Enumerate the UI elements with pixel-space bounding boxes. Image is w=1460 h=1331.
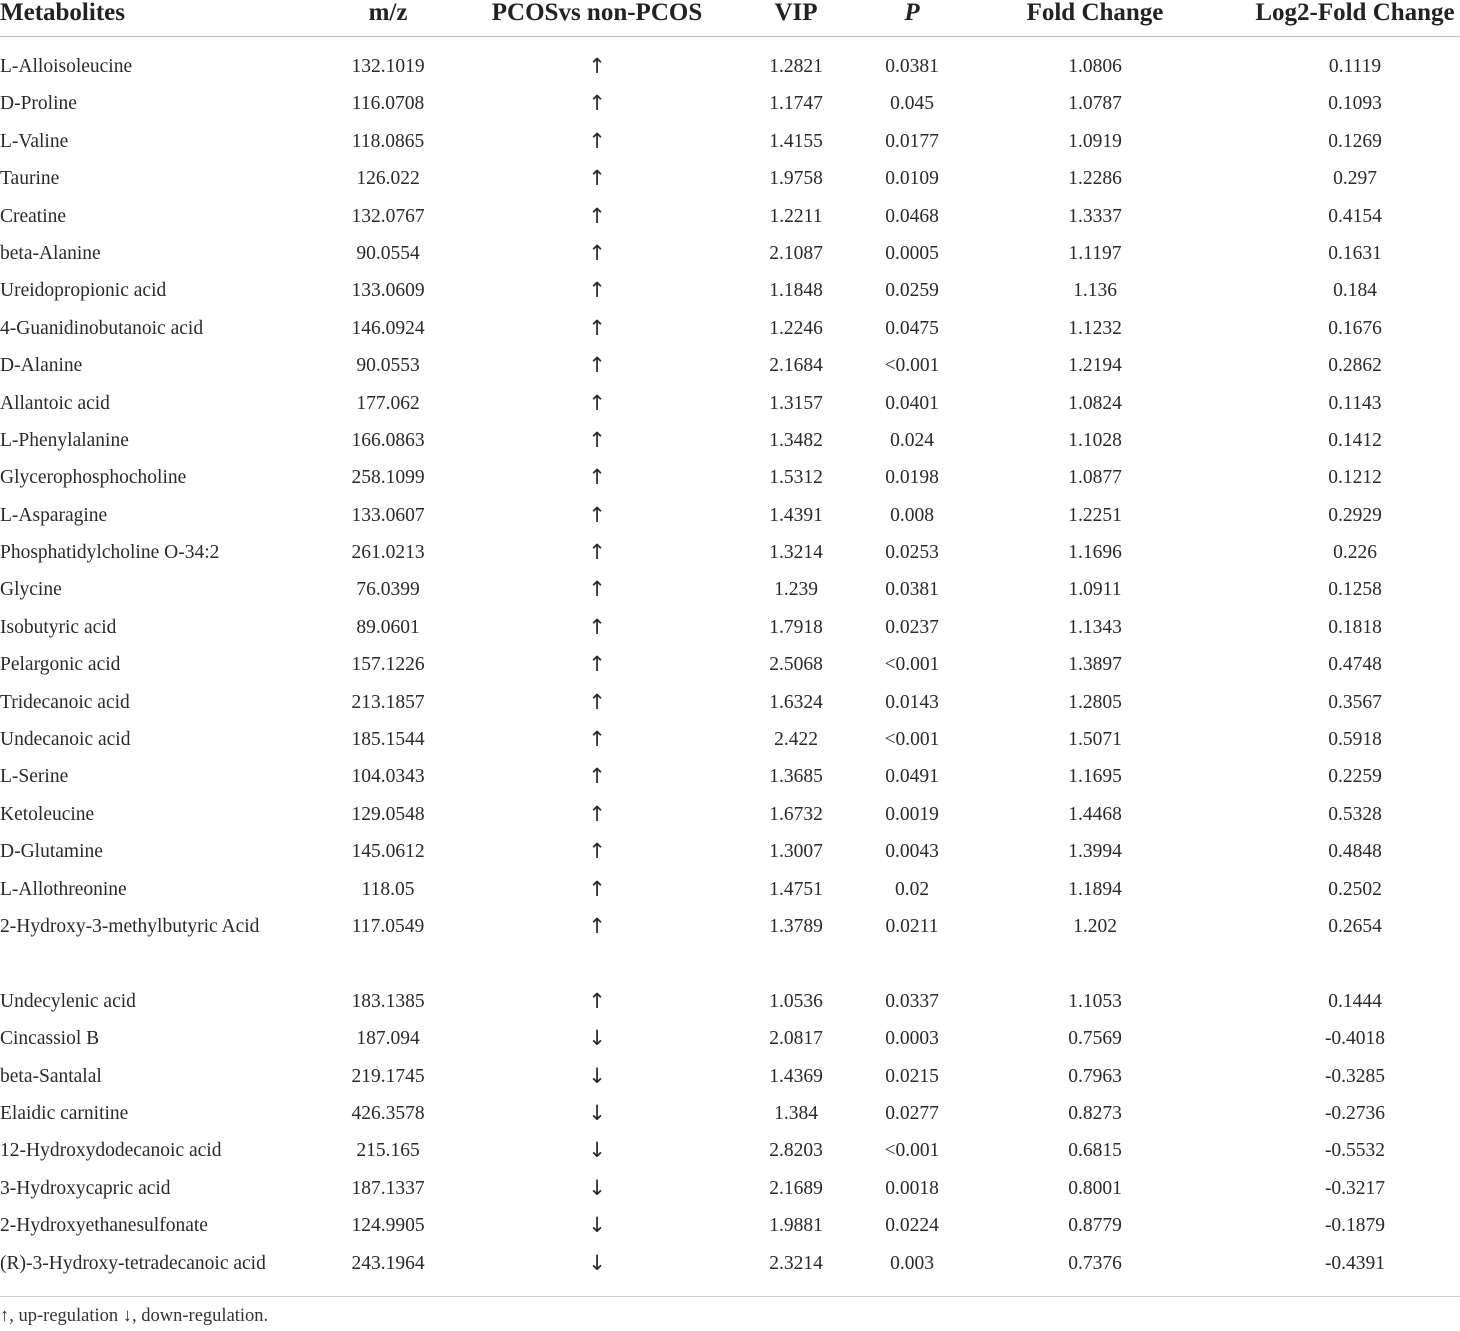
p-value: <0.001 [884,729,940,751]
table-row [0,310,1460,347]
table-row [0,758,1460,795]
table-row [0,871,1460,908]
regulation-arrow: ↑ [588,689,606,714]
p-value: 0.003 [890,1252,934,1274]
log2-fold-change-value: 0.2862 [1328,355,1382,377]
regulation-arrow: ↑ [588,876,606,901]
vip-value: 1.384 [774,1102,818,1124]
p-value: 0.0381 [885,56,939,77]
regulation-arrow: ↑ [588,652,606,677]
table-row [0,534,1460,571]
table-row [0,85,1460,122]
log2-fold-change-value: 0.2259 [1328,766,1382,788]
table-row [0,1095,1460,1132]
p-value: 0.0177 [885,130,939,152]
mz-value: 146.0924 [351,317,425,339]
mz-value: 117.0549 [351,915,425,937]
log2-fold-change-value: 0.1143 [1328,392,1382,414]
mz-value: 124.9905 [351,1215,425,1237]
log2-fold-change-value: 0.5918 [1328,729,1382,751]
vip-value: 1.4751 [769,878,823,900]
mz-value: 118.05 [361,878,415,900]
fold-change-value: 1.3897 [1068,654,1122,676]
p-value: 0.0491 [885,766,939,788]
mz-value: 183.1385 [351,990,425,1012]
fold-change-value: 0.7569 [1068,1028,1122,1050]
fold-change-value: 1.3994 [1068,841,1122,863]
metabolite-name: L-Valine [0,130,69,152]
fold-change-value: 1.1053 [1068,990,1122,1012]
table-row [0,571,1460,608]
fold-change-value: 0.7376 [1068,1252,1122,1274]
p-value: 0.0337 [885,990,939,1012]
p-value: 0.0381 [885,579,939,601]
vip-value: 2.8203 [769,1140,823,1162]
p-value: 0.02 [894,878,930,900]
regulation-arrow: ↑ [588,427,606,452]
regulation-arrow: ↑ [588,54,606,78]
log2-fold-change-value: 0.1676 [1328,317,1382,339]
table-row [0,198,1460,235]
log2-fold-change-value: 0.3567 [1328,691,1382,713]
fold-change-value: 1.136 [1073,280,1117,302]
p-value: 0.0237 [885,616,939,638]
metabolite-name: Glycine [0,579,62,601]
mz-value: 258.1099 [351,467,425,489]
vip-value: 1.3007 [769,841,823,863]
log2-fold-change-value: 0.1093 [1328,93,1382,115]
mz-value: 89.0601 [356,616,420,638]
log2-fold-change-value: 0.2654 [1328,915,1382,937]
table-row [0,908,1460,983]
mz-value: 177.062 [356,392,420,414]
log2-fold-change-value: 0.1631 [1328,242,1382,264]
regulation-arrow: ↑ [588,390,606,415]
header-log2-fold-change: Log2-Fold Change [1255,0,1455,26]
regulation-arrow: ↑ [588,315,606,340]
vip-value: 1.2246 [769,317,823,339]
table-row [0,123,1460,160]
vip-value: 2.5068 [769,654,823,676]
table-row [0,684,1460,721]
metabolite-name: D-Glutamine [0,841,103,863]
metabolite-name: L-Allothreonine [0,878,127,900]
mz-value: 261.0213 [351,542,425,564]
regulation-arrow: ↓ [588,1138,606,1163]
header-metabolites: Metabolites [0,0,125,26]
mz-value: 187.094 [356,1028,420,1050]
fold-change-value: 1.1028 [1068,429,1122,451]
regulation-arrow: ↓ [588,1100,606,1125]
table-row [0,1020,1460,1057]
log2-fold-change-value: -0.2736 [1324,1102,1386,1124]
log2-fold-change-value: 0.1119 [1328,56,1382,77]
header-mz: m/z [368,0,408,26]
mz-value: 426.3578 [351,1102,425,1124]
fold-change-value: 1.1197 [1068,242,1122,264]
mz-value: 90.0554 [356,242,420,264]
metabolite-name: D-Alanine [0,355,83,377]
table-row [0,1058,1460,1095]
regulation-arrow: ↓ [588,1063,606,1088]
fold-change-value: 1.1696 [1068,542,1122,564]
log2-fold-change-value: 0.297 [1333,168,1377,190]
mz-value: 157.1226 [351,654,425,676]
p-value: 0.0224 [885,1215,939,1237]
regulation-arrow: ↑ [588,502,606,527]
metabolite-name: Pelargonic acid [0,654,121,676]
log2-fold-change-value: -0.5532 [1324,1140,1386,1162]
fold-change-value: 0.8273 [1068,1102,1122,1124]
metabolite-name: 2-Hydroxyethanesulfonate [0,1215,208,1237]
log2-fold-change-value: 0.1412 [1328,429,1382,451]
regulation-arrow: ↑ [588,727,606,752]
table-row [0,646,1460,683]
regulation-arrow: ↓ [588,1026,606,1051]
fold-change-value: 0.8779 [1068,1215,1122,1237]
header-fold-change: Fold Change [1026,0,1164,26]
metabolite-name: Ureidopropionic acid [0,280,167,302]
log2-fold-change-value: 0.1269 [1328,130,1382,152]
metabolite-name: L-Asparagine [0,504,108,526]
regulation-arrow: ↓ [588,1175,606,1200]
header-vip: VIP [774,0,818,26]
vip-value: 1.7918 [769,616,823,638]
regulation-arrow: ↑ [588,203,606,228]
table-row [0,983,1460,1020]
regulation-arrow: ↑ [588,913,606,938]
log2-fold-change-value: 0.1258 [1328,579,1382,601]
vip-value: 1.2211 [769,205,823,227]
log2-fold-change-value: -0.3285 [1324,1065,1386,1087]
mz-value: 185.1544 [351,729,425,751]
metabolite-name: Taurine [0,168,60,190]
fold-change-value: 1.0787 [1068,93,1122,115]
fold-change-value: 1.2805 [1068,691,1122,713]
log2-fold-change-value: 0.226 [1333,542,1377,564]
table-row [0,459,1460,496]
fold-change-value: 0.8001 [1068,1177,1122,1199]
metabolite-name: Tridecanoic acid [0,691,130,713]
regulation-arrow: ↑ [588,614,606,639]
table-body [0,48,1460,1282]
fold-change-value: 1.2286 [1068,168,1122,190]
vip-value: 2.1684 [769,355,823,377]
log2-fold-change-value: 0.1212 [1328,467,1382,489]
table-row [0,1207,1460,1244]
table-row [0,1245,1460,1282]
footer-divider [0,1296,1460,1297]
mz-value: 129.0548 [351,803,425,825]
vip-value: 1.3482 [769,429,823,451]
fold-change-value: 1.0824 [1068,392,1122,414]
table-row [0,235,1460,272]
log2-fold-change-value: -0.3217 [1324,1177,1386,1199]
p-value: 0.0043 [885,841,939,863]
vip-value: 1.9881 [769,1215,823,1237]
metabolite-name: 4-Guanidinobutanoic acid [0,317,204,339]
mz-value: 219.1745 [351,1065,425,1087]
fold-change-value: 1.0806 [1068,56,1122,77]
table-row [0,48,1460,85]
metabolite-name: (R)-3-Hydroxy-tetradecanoic acid [0,1252,266,1274]
mz-value: 133.0607 [351,504,425,526]
p-value: 0.0475 [885,317,939,339]
vip-value: 1.4155 [769,130,823,152]
p-value: <0.001 [884,1140,940,1162]
metabolite-name: Ketoleucine [0,803,95,825]
log2-fold-change-value: 0.2929 [1328,504,1382,526]
vip-value: 1.1747 [769,93,823,115]
fold-change-value: 1.5071 [1068,729,1122,751]
mz-value: 116.0708 [351,93,425,115]
mz-value: 243.1964 [351,1252,425,1274]
metabolite-name: beta-Santalal [0,1065,102,1087]
vip-value: 1.3789 [769,915,823,937]
vip-value: 1.239 [774,579,818,601]
p-value: 0.0211 [885,915,939,937]
table-footnote: ↑, up-regulation ↓, down-regulation. [0,1306,269,1326]
mz-value: 118.0865 [351,130,425,152]
fold-change-value: 1.0911 [1068,579,1122,601]
log2-fold-change-value: -0.4018 [1324,1028,1386,1050]
header-p-value: P [904,0,920,26]
table-row [0,385,1460,422]
table-row [0,347,1460,384]
table-header [0,0,1460,37]
table-row [0,272,1460,309]
vip-value: 1.4369 [769,1065,823,1087]
metabolite-name: Allantoic acid [0,392,110,414]
p-value: 0.0198 [885,467,939,489]
fold-change-value: 1.2251 [1068,504,1122,526]
metabolite-name: L-Phenylalanine [0,429,129,451]
log2-fold-change-value: -0.4391 [1324,1252,1386,1274]
fold-change-value: 1.3337 [1068,205,1122,227]
regulation-arrow: ↑ [588,801,606,826]
fold-change-value: 1.1232 [1068,317,1122,339]
vip-value: 2.3214 [769,1252,823,1274]
log2-fold-change-value: 0.4154 [1328,205,1382,227]
metabolite-name: Undecylenic acid [0,990,136,1012]
vip-value: 1.6732 [769,803,823,825]
p-value: 0.0401 [885,392,939,414]
vip-value: 1.4391 [769,504,823,526]
log2-fold-change-value: 0.4848 [1328,841,1382,863]
vip-value: 1.3157 [769,392,823,414]
regulation-arrow: ↑ [588,278,606,303]
regulation-arrow: ↓ [588,1250,606,1275]
header-comparison: PCOSvs non-PCOS [491,0,703,26]
table-row [0,1170,1460,1207]
fold-change-value: 1.1343 [1068,616,1122,638]
regulation-arrow: ↑ [588,240,606,265]
mz-value: 132.1019 [351,56,425,77]
regulation-arrow: ↑ [588,839,606,864]
regulation-arrow: ↑ [588,577,606,602]
log2-fold-change-value: 0.1818 [1328,616,1382,638]
log2-fold-change-value: 0.184 [1333,280,1377,302]
mz-value: 215.165 [356,1140,420,1162]
vip-value: 1.3214 [769,542,823,564]
table-row [0,721,1460,758]
p-value: 0.0018 [885,1177,939,1199]
fold-change-value: 0.7963 [1068,1065,1122,1087]
metabolite-name: Phosphatidylcholine O-34:2 [0,542,220,564]
vip-value: 2.1087 [769,242,823,264]
mz-value: 126.022 [356,168,420,190]
regulation-arrow: ↑ [588,128,606,153]
table-row [0,796,1460,833]
p-value: 0.0253 [885,542,939,564]
mz-value: 166.0863 [351,429,425,451]
log2-fold-change-value: 0.5328 [1328,803,1382,825]
metabolite-name: Undecanoic acid [0,729,131,751]
p-value: <0.001 [884,355,940,377]
vip-value: 2.1689 [769,1177,823,1199]
metabolite-name: Glycerophosphocholine [0,467,187,489]
regulation-arrow: ↓ [588,1213,606,1238]
table-row [0,497,1460,534]
mz-value: 145.0612 [351,841,425,863]
vip-value: 2.422 [774,729,818,751]
p-value: 0.045 [890,93,934,115]
regulation-arrow: ↑ [588,988,606,1013]
regulation-arrow: ↑ [588,764,606,789]
fold-change-value: 1.202 [1073,915,1117,937]
vip-value: 1.9758 [769,168,823,190]
fold-change-value: 1.1894 [1068,878,1122,900]
p-value: 0.0143 [885,691,939,713]
mz-value: 76.0399 [356,579,420,601]
p-value: 0.0259 [885,280,939,302]
metabolite-name: L-Serine [0,766,69,788]
table-row [0,422,1460,459]
metabolite-name: 12-Hydroxydodecanoic acid [0,1140,222,1162]
p-value: 0.0005 [885,242,939,264]
p-value: 0.0019 [885,803,939,825]
metabolite-name: Creatine [0,205,67,227]
mz-value: 187.1337 [351,1177,425,1199]
mz-value: 132.0767 [351,205,425,227]
metabolite-name: 2-Hydroxy-3-methylbutyric Acid [0,915,260,937]
vip-value: 1.6324 [769,691,823,713]
vip-value: 2.0817 [769,1028,823,1050]
regulation-arrow: ↑ [588,353,606,378]
fold-change-value: 0.6815 [1068,1140,1122,1162]
fold-change-value: 1.2194 [1068,355,1122,377]
table-row [0,1132,1460,1169]
regulation-arrow: ↑ [588,465,606,490]
mz-value: 90.0553 [356,355,420,377]
p-value: 0.0277 [885,1102,939,1124]
metabolite-name: 3-Hydroxycapric acid [0,1177,171,1199]
metabolite-name: L-Alloisoleucine [0,56,133,77]
p-value: <0.001 [884,654,940,676]
log2-fold-change-value: 0.1444 [1328,990,1382,1012]
log2-fold-change-value: 0.4748 [1328,654,1382,676]
metabolite-name: Isobutyric acid [0,616,117,638]
vip-value: 1.3685 [769,766,823,788]
fold-change-value: 1.1695 [1068,766,1122,788]
vip-value: 1.5312 [769,467,823,489]
metabolite-name: Cincassiol B [0,1028,100,1050]
p-value: 0.0215 [885,1065,939,1087]
metabolite-name: D-Proline [0,93,77,115]
regulation-arrow: ↑ [588,91,606,116]
table-row [0,609,1460,646]
table-row [0,833,1460,870]
p-value: 0.0468 [885,205,939,227]
fold-change-value: 1.0877 [1068,467,1122,489]
vip-value: 1.0536 [769,990,823,1012]
vip-value: 1.1848 [769,280,823,302]
fold-change-value: 1.4468 [1068,803,1122,825]
log2-fold-change-value: 0.2502 [1328,878,1382,900]
vip-value: 1.2821 [769,56,823,77]
table-row [0,160,1460,197]
metabolite-name: Elaidic carnitine [0,1102,129,1124]
mz-value: 133.0609 [351,280,425,302]
log2-fold-change-value: -0.1879 [1324,1215,1386,1237]
fold-change-value: 1.0919 [1068,130,1122,152]
mz-value: 104.0343 [351,766,425,788]
regulation-arrow: ↑ [588,166,606,191]
regulation-arrow: ↑ [588,540,606,565]
p-value: 0.008 [890,504,934,526]
p-value: 0.0109 [885,168,939,190]
p-value: 0.0003 [885,1028,939,1050]
mz-value: 213.1857 [351,691,425,713]
metabolite-name: beta-Alanine [0,242,101,264]
p-value: 0.024 [890,429,934,451]
